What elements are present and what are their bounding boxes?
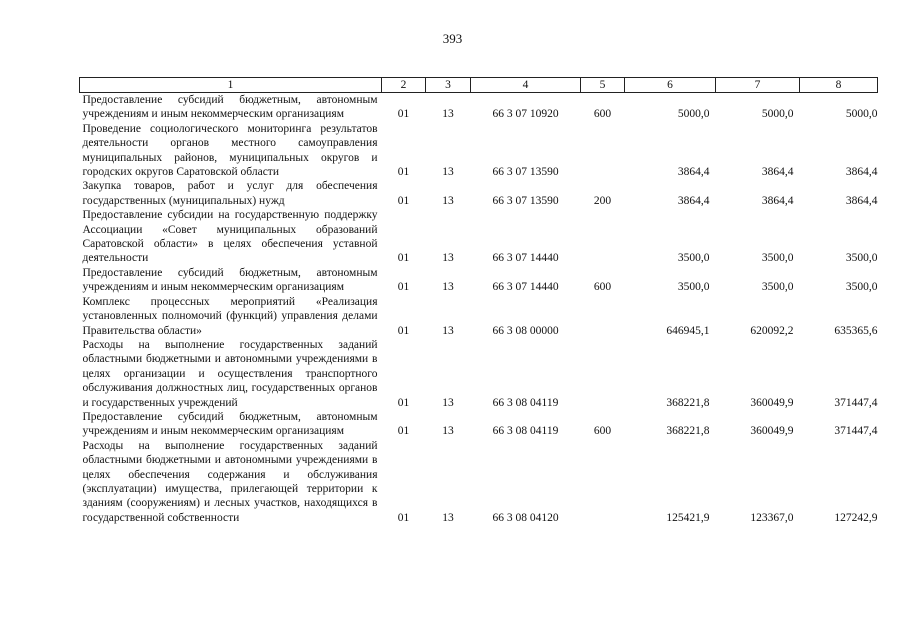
row-sum-3: 635365,6 bbox=[834, 324, 878, 337]
row-description: Предоставление субсидий бюджетным, автономным учреждениям и иным некоммерческим организациям bbox=[82, 266, 378, 294]
row-sum-1: 3864,4 bbox=[677, 194, 710, 207]
row-section: 01 bbox=[397, 324, 410, 337]
row-subsection: 13 bbox=[442, 252, 454, 265]
column-header: 6 bbox=[625, 78, 716, 93]
table-row bbox=[80, 295, 878, 338]
row-subsection: 13 bbox=[442, 108, 454, 121]
row-expense-type bbox=[581, 208, 625, 266]
row-target-article: 66 3 07 13590 bbox=[492, 166, 559, 179]
column-header: 4 bbox=[471, 78, 581, 93]
row-target-article: 66 3 08 04119 bbox=[492, 396, 559, 409]
row-sum-1: 368221,8 bbox=[666, 425, 710, 438]
row-sum-1: 368221,8 bbox=[666, 396, 710, 409]
row-sum-1: 646945,1 bbox=[666, 324, 710, 337]
row-description: Расходы на выполнение государственных заданий областными бюджетными и автономными учреждениями в целях обеспечения содержания и обслуживания (эксплуатации) имущества, прилегающей территории к зданиям (сооружениям) и лесных участков, находящихся в государственной собственности bbox=[82, 439, 378, 524]
row-sum-3: 3864,4 bbox=[845, 194, 878, 207]
row-sum-3: 3864,4 bbox=[845, 166, 878, 179]
row-subsection: 13 bbox=[442, 324, 454, 337]
row-expense-type: 600 bbox=[593, 425, 612, 438]
row-subsection: 13 bbox=[442, 166, 454, 179]
row-sum-3: 371447,4 bbox=[834, 425, 878, 438]
row-target-article: 66 3 08 04120 bbox=[492, 511, 559, 524]
row-subsection: 13 bbox=[442, 281, 454, 294]
row-sum-2: 3864,4 bbox=[761, 194, 794, 207]
row-description: Проведение социологического мониторинга результатов деятельности органов местного самоуправления муниципальных районов, муниципальных округов и городских округов Саратовской области bbox=[82, 122, 378, 179]
row-section: 01 bbox=[397, 396, 410, 409]
row-expense-type bbox=[581, 295, 625, 338]
row-expense-type bbox=[581, 122, 625, 180]
row-section: 01 bbox=[397, 194, 410, 207]
column-header: 7 bbox=[716, 78, 800, 93]
row-sum-1: 3500,0 bbox=[677, 281, 710, 294]
row-subsection: 13 bbox=[442, 194, 454, 207]
table-row bbox=[80, 122, 878, 180]
row-expense-type: 200 bbox=[593, 194, 612, 207]
row-sum-1: 3500,0 bbox=[677, 252, 710, 265]
row-target-article: 66 3 07 10920 bbox=[492, 108, 559, 121]
row-target-article: 66 3 07 14440 bbox=[492, 252, 559, 265]
row-subsection: 13 bbox=[442, 396, 454, 409]
table-row bbox=[80, 208, 878, 266]
row-sum-1: 5000,0 bbox=[677, 108, 710, 121]
column-header: 3 bbox=[426, 78, 471, 93]
row-target-article: 66 3 08 04119 bbox=[492, 425, 559, 438]
row-description: Предоставление субсидии на государственную поддержку Ассоциации «Совет муниципальных образований Саратовской области» в целях обеспечения уставной деятельности bbox=[82, 209, 378, 265]
column-header: 2 bbox=[382, 78, 426, 93]
table-row bbox=[80, 439, 878, 525]
row-subsection: 13 bbox=[442, 511, 454, 524]
row-section: 01 bbox=[397, 108, 410, 121]
row-target-article: 66 3 08 00000 bbox=[492, 324, 559, 337]
row-sum-2: 5000,0 bbox=[761, 108, 794, 121]
table-header bbox=[80, 78, 878, 93]
table-body bbox=[80, 93, 878, 526]
column-header: 8 bbox=[800, 78, 878, 93]
row-section: 01 bbox=[397, 166, 410, 179]
row-description: Закупка товаров, работ и услуг для обеспечения государственных (муниципальных) нужд bbox=[82, 180, 378, 207]
row-expense-type bbox=[581, 338, 625, 410]
row-sum-3: 5000,0 bbox=[845, 108, 878, 121]
row-target-article: 66 3 07 14440 bbox=[492, 281, 559, 294]
row-expense-type: 600 bbox=[593, 281, 612, 294]
row-sum-2: 3500,0 bbox=[761, 252, 794, 265]
row-expense-type: 600 bbox=[593, 108, 612, 121]
row-sum-3: 3500,0 bbox=[845, 281, 878, 294]
row-sum-2: 360049,9 bbox=[750, 425, 794, 438]
row-sum-1: 3864,4 bbox=[677, 166, 710, 179]
row-description: Расходы на выполнение государственных заданий областными бюджетными и автономными учреждениями в целях организации и осуществления транспортного обслуживания должностных лиц, государственных органов и государственных учреждений bbox=[82, 338, 378, 409]
row-description: Предоставление субсидий бюджетным, автономным учреждениям и иным некоммерческим организациям bbox=[82, 94, 378, 121]
row-subsection: 13 bbox=[442, 425, 454, 438]
row-expense-type bbox=[581, 439, 625, 525]
column-number-row bbox=[80, 78, 878, 93]
row-target-article: 66 3 07 13590 bbox=[492, 194, 559, 207]
column-header: 5 bbox=[581, 78, 625, 93]
row-section: 01 bbox=[397, 281, 410, 294]
table-row bbox=[80, 338, 878, 410]
row-section: 01 bbox=[397, 252, 410, 265]
row-sum-2: 3500,0 bbox=[761, 281, 794, 294]
budget-table bbox=[79, 77, 878, 525]
page-number: 393 bbox=[442, 31, 463, 46]
row-sum-2: 620092,2 bbox=[750, 324, 794, 337]
table-row bbox=[80, 179, 878, 208]
row-sum-2: 360049,9 bbox=[750, 396, 794, 409]
row-sum-3: 127242,9 bbox=[834, 511, 878, 524]
row-sum-3: 371447,4 bbox=[834, 396, 878, 409]
row-sum-3: 3500,0 bbox=[845, 252, 878, 265]
row-sum-1: 125421,9 bbox=[666, 511, 710, 524]
row-section: 01 bbox=[397, 425, 410, 438]
column-header: 1 bbox=[80, 78, 382, 93]
table-row bbox=[80, 93, 878, 122]
table-row bbox=[80, 410, 878, 439]
row-section: 01 bbox=[397, 511, 410, 524]
row-sum-2: 3864,4 bbox=[761, 166, 794, 179]
row-sum-2: 123367,0 bbox=[750, 511, 794, 524]
row-description: Предоставление субсидий бюджетным, автономным учреждениям и иным некоммерческим организациям bbox=[82, 410, 378, 438]
row-description: Комплекс процессных мероприятий «Реализация установленных полномочий (функций) управления делами Правительства области» bbox=[82, 295, 378, 337]
table-row bbox=[80, 266, 878, 295]
